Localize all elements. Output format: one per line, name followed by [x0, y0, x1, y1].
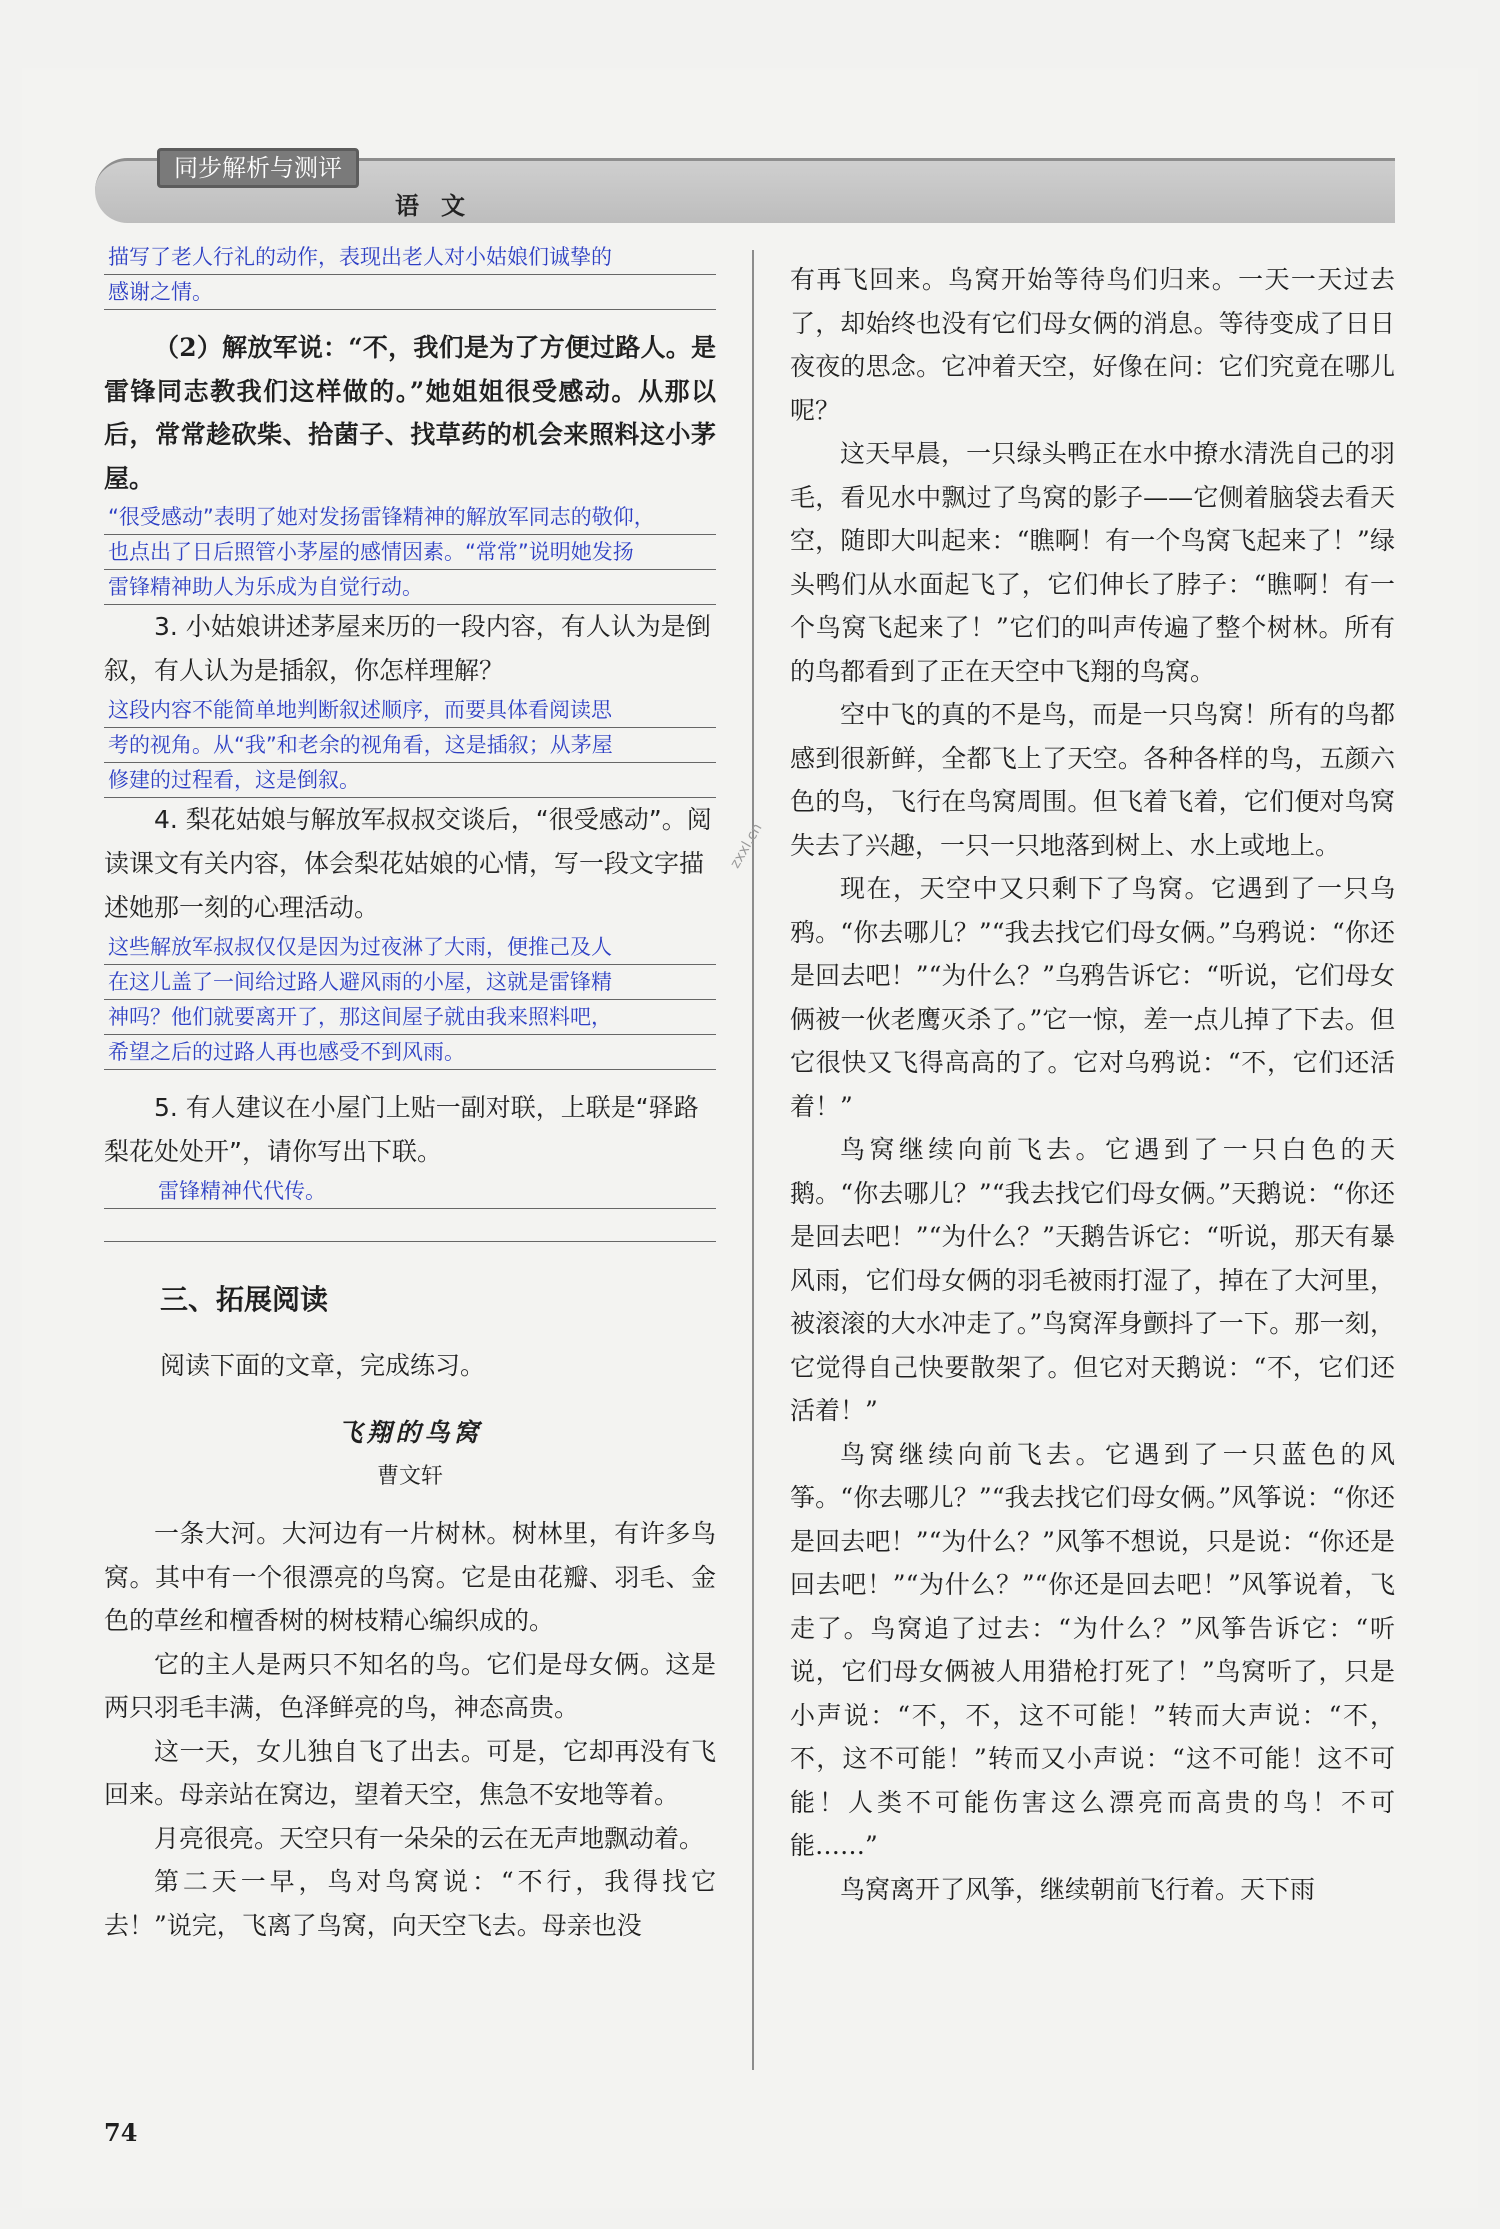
story-paragraph: 有再飞回来。鸟窝开始等待鸟们归来。一天一天过去了，却始终也没有它们母女俩的消息。等待变成了日日夜夜的思念。它冲着天空，好像在问：它们究竟在哪儿呢？ — [790, 265, 1395, 425]
watermark: zxxl.cn — [727, 820, 766, 872]
answer-line: 这些解放军叔叔仅仅是因为过夜淋了大雨，便推己及人 — [104, 930, 716, 965]
question-4: 4. 梨花姑娘与解放军叔叔交谈后，“很受感动”。阅读课文有关内容，体会梨花姑娘的心情，写一段文字描述她那一刻的心理活动。 — [104, 805, 712, 922]
answer-line: 这段内容不能简单地判断叙述顺序，而要具体看阅读思 — [104, 693, 716, 728]
answer-line: “很受感动”表明了她对发扬雷锋精神的解放军同志的敬仰， — [104, 500, 716, 535]
answer-3 — [104, 693, 716, 798]
question-3: 3. 小姑娘讲述茅屋来历的一段内容，有人认为是倒叙，有人认为是插叙，你怎样理解？ — [104, 612, 711, 685]
answer-line: 希望之后的过路人再也感受不到风雨。 — [104, 1035, 716, 1070]
story-paragraph: 这天早晨，一只绿头鸭正在水中撩水清洗自己的羽毛，看见水中飘过了鸟窝的影子——它侧着脑袋去看天空，随即大叫起来：“瞧啊！有一个鸟窝飞起来了！”绿头鸭们从水面起飞了，它们伸长了脖子：“瞧啊！有一个鸟窝飞起来了！”它们的叫声传遍了整个树林。所有的鸟都看到了正在天空中飞翔的鸟窝。 — [790, 439, 1395, 686]
story-paragraph: 月亮很亮。天空只有一朵朵的云在无声地飘动着。 — [154, 1823, 705, 1853]
answer-2 — [104, 500, 716, 605]
book-title-tag: 同步解析与测评 — [157, 148, 359, 188]
answer-line: 考的视角。从“我”和老余的视角看，这是插叙；从茅屋 — [104, 728, 716, 763]
story-paragraph: 鸟窝离开了风筝，继续朝前飞行着。天下雨 — [840, 1874, 1316, 1904]
answer-5 — [104, 1174, 716, 1209]
page-header — [95, 148, 1395, 224]
question-5: 5. 有人建议在小屋门上贴一副对联，上联是“驿路梨花处处开”，请你写出下联。 — [104, 1093, 699, 1166]
story-title: 飞翔的鸟窝 — [337, 1418, 483, 1447]
answer-line: 神吗？他们就要离开了，那这间屋子就由我来照料吧， — [104, 1000, 716, 1035]
right-column — [790, 258, 1395, 1911]
answer-4 — [104, 930, 716, 1070]
story-author: 曹文轩 — [376, 1463, 443, 1489]
story-paragraph: 鸟窝继续向前飞去。它遇到了一只蓝色的风筝。“你去哪儿？”“我去找它们母女俩。”风筝说：“你还是回去吧！”“为什么？”风筝不想说，只是说：“你还是回去吧！”“为什么？”“你还是回去吧！”风筝说着，飞走了。鸟窝追了过去：“为什么？”风筝告诉它：“听说，它们母女俩被人用猎枪打死了！”鸟窝听了，只是小声说：“不，不，这不可能！”转而大声说：“不，不，这不可能！”转而又小声说：“这不可能！这不可能！人类不可能伤害这么漂亮而高贵的鸟！不可能……” — [790, 1439, 1396, 1860]
answer-1 — [104, 240, 716, 310]
story-paragraph: 鸟窝继续向前飞去。它遇到了一只白色的天鹅。“你去哪儿？”“我去找它们母女俩。”天鹅说：“你还是回去吧！”“为什么？”天鹅告诉它：“听说，那天有暴风雨，它们母女俩的羽毛被雨打湿了，掉在了大河里，被滚滚的大水冲走了。”鸟窝浑身颤抖了一下。那一刻，它觉得自己快要散架了。但它对天鹅说：“不，它们还活着！” — [790, 1135, 1395, 1425]
subject-label: 语文 — [395, 192, 487, 220]
column-divider — [752, 250, 754, 2070]
answer-line: 也点出了日后照管小茅屋的感情因素。“常常”说明她发扬 — [104, 535, 716, 570]
question-2: （2）解放军说：“不，我们是为了方便过路人。是雷锋同志教我们这样做的。”她姐姐很受感动。从那以后，常常趁砍柴、拾菌子、找草药的机会来照料这小茅屋。 — [104, 333, 716, 493]
answer-line: 修建的过程看，这是倒叙。 — [104, 763, 716, 798]
left-column — [104, 240, 716, 1947]
answer-line: 雷锋精神代代传。 — [104, 1174, 716, 1209]
reading-instruction: 阅读下面的文章，完成练习。 — [160, 1350, 486, 1380]
answer-line: 描写了老人行礼的动作，表现出老人对小姑娘们诚挚的 — [104, 240, 716, 275]
story-paragraph: 第二天一早，鸟对鸟窝说：“不行，我得找它去！”说完，飞离了鸟窝，向天空飞去。母亲也没 — [104, 1867, 716, 1940]
story-paragraph: 一条大河。大河边有一片树林。树林里，有许多鸟窝。其中有一个很漂亮的鸟窝。它是由花瓣、羽毛、金色的草丝和檀香树的树枝精心编织成的。 — [104, 1519, 716, 1635]
answer-line: 雷锋精神助人为乐成为自觉行动。 — [104, 570, 716, 605]
story-paragraph: 它的主人是两只不知名的鸟。它们是母女俩。这是两只羽毛丰满，色泽鲜亮的鸟，神态高贵。 — [104, 1649, 716, 1722]
story-paragraph: 这一天，女儿独自飞了出去。可是，它却再没有飞回来。母亲站在窝边，望着天空，焦急不安地等着。 — [104, 1736, 716, 1809]
section-title: 三、拓展阅读 — [160, 1283, 329, 1316]
answer-line: 在这儿盖了一间给过路人避风雨的小屋，这就是雷锋精 — [104, 965, 716, 1000]
answer-line: 感谢之情。 — [104, 275, 716, 310]
story-paragraph: 现在，天空中又只剩下了鸟窝。它遇到了一只乌鸦。“你去哪儿？”“我去找它们母女俩。”乌鸦说：“你还是回去吧！”“为什么？”乌鸦告诉它：“听说，它们母女俩被一伙老鹰灭杀了。”它一惊，差一点儿掉了下去。但它很快又飞得高高的了。它对乌鸦说：“不，它们还活着！” — [790, 874, 1395, 1121]
story-paragraph: 空中飞的真的不是鸟，而是一只鸟窝！所有的鸟都感到很新鲜，全都飞上了天空。各种各样的鸟，五颜六色的鸟，飞行在鸟窝周围。但飞着飞着，它们便对鸟窝失去了兴趣，一只一只地落到树上、水上或地上。 — [790, 700, 1395, 860]
page-number: 74 — [104, 2118, 138, 2147]
section-rule — [104, 1241, 716, 1242]
